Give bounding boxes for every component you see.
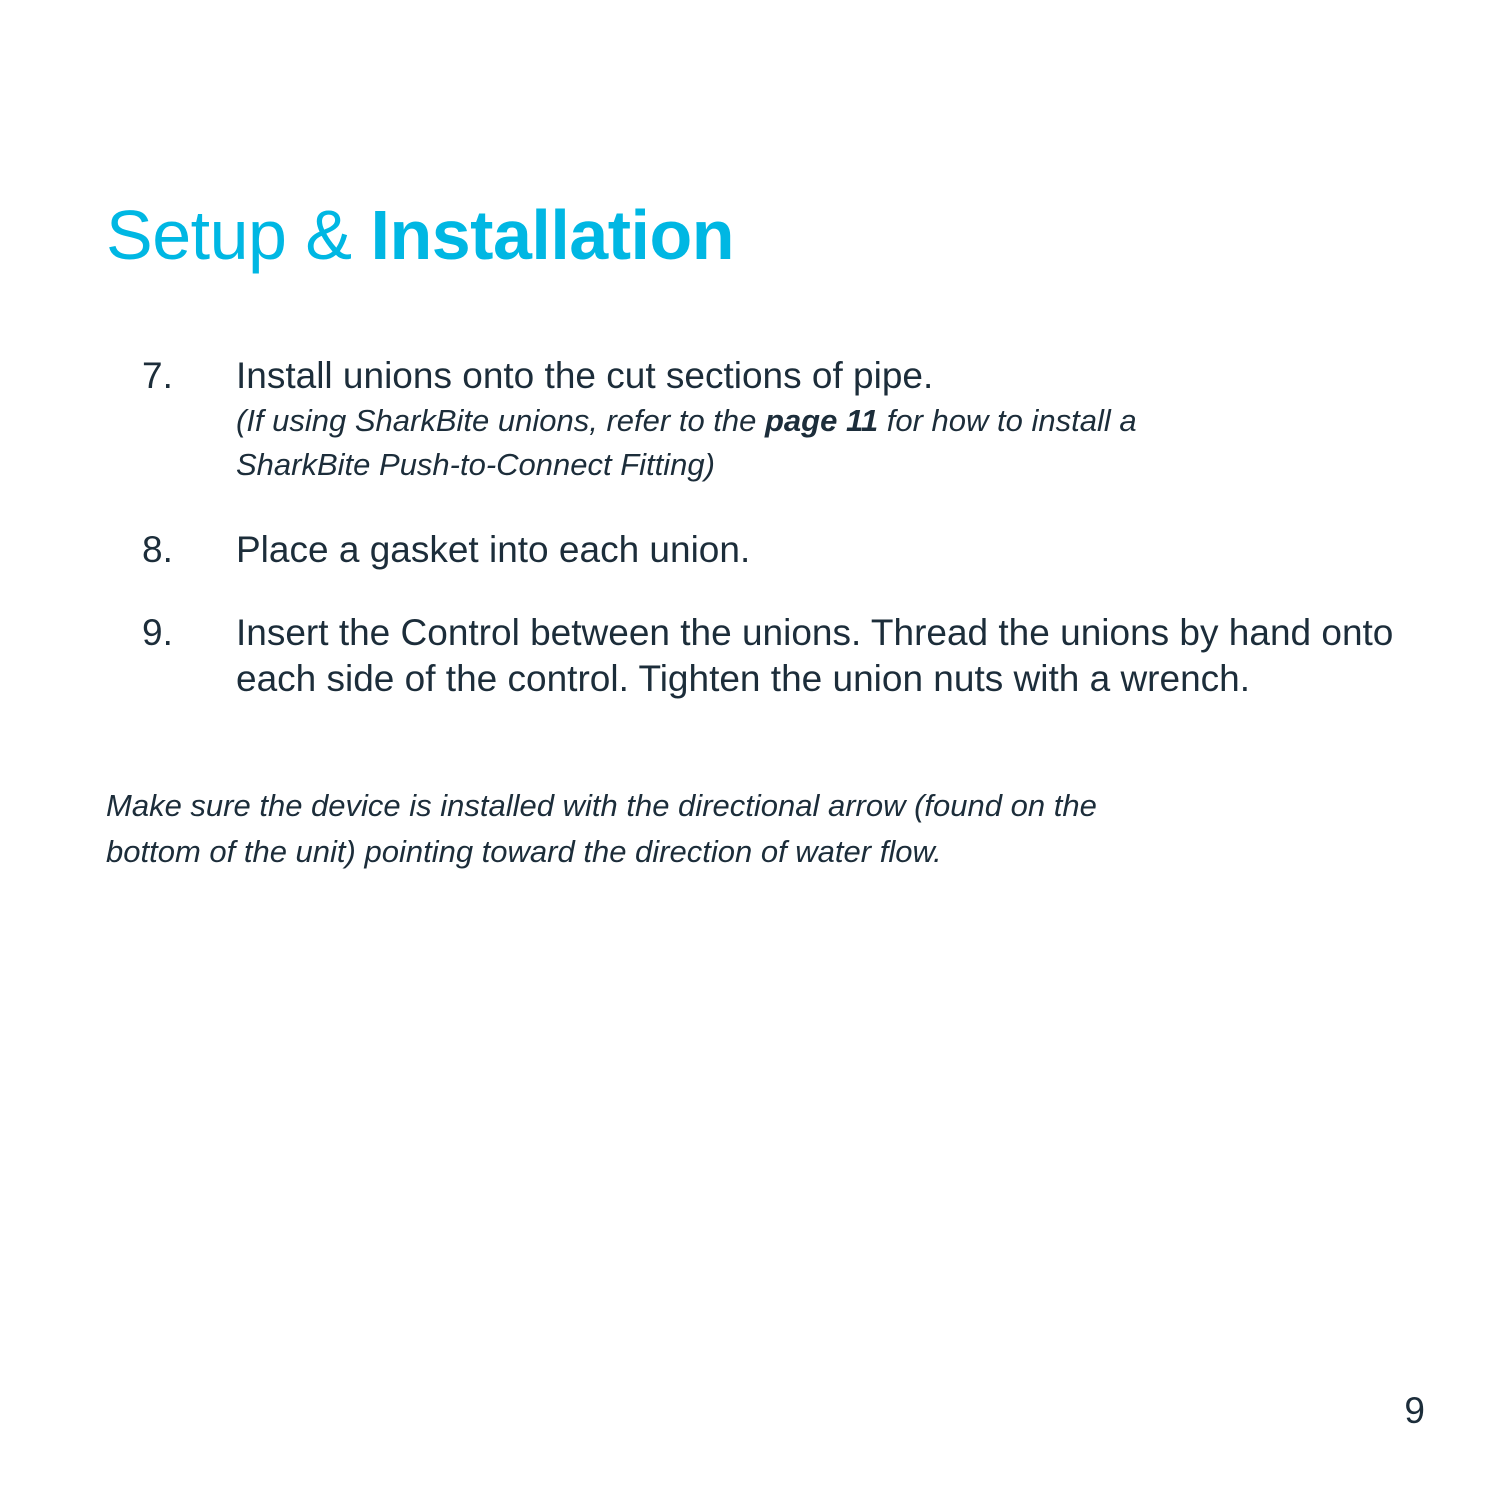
step-number: 7.: [142, 355, 173, 396]
step-note: [236, 399, 1416, 443]
step-text: Place a gasket into each union.: [236, 529, 751, 570]
page-number: 9: [1404, 1390, 1425, 1431]
step-body: [236, 527, 1416, 573]
step-number: 9.: [142, 612, 173, 653]
page-title: [106, 190, 734, 280]
step-note-before: (If using SharkBite unions, refer to the: [236, 403, 765, 438]
step-body: [236, 353, 1416, 487]
step-body: [236, 610, 1416, 702]
page-reference: page 11: [765, 403, 879, 438]
step-text: Install unions onto the cut sections of pipe.: [236, 355, 934, 396]
step-note-line2: SharkBite Push-to-Connect Fitting): [236, 447, 715, 482]
step-note-after: for how to install a: [878, 403, 1137, 438]
page-title-regular: Setup &: [106, 196, 371, 274]
step-number: 8.: [142, 529, 173, 570]
installation-note-line2: bottom of the unit) pointing toward the direction of water flow.: [106, 834, 942, 869]
installation-note: [106, 783, 1406, 875]
page-title-bold: Installation: [370, 196, 734, 274]
step-text: Insert the Control between the unions. Thread the unions by hand onto each side of the control. Tighten the union nuts with a wrench.: [236, 612, 1394, 699]
installation-note-line1: Make sure the device is installed with the directional arrow (found on the: [106, 788, 1097, 823]
